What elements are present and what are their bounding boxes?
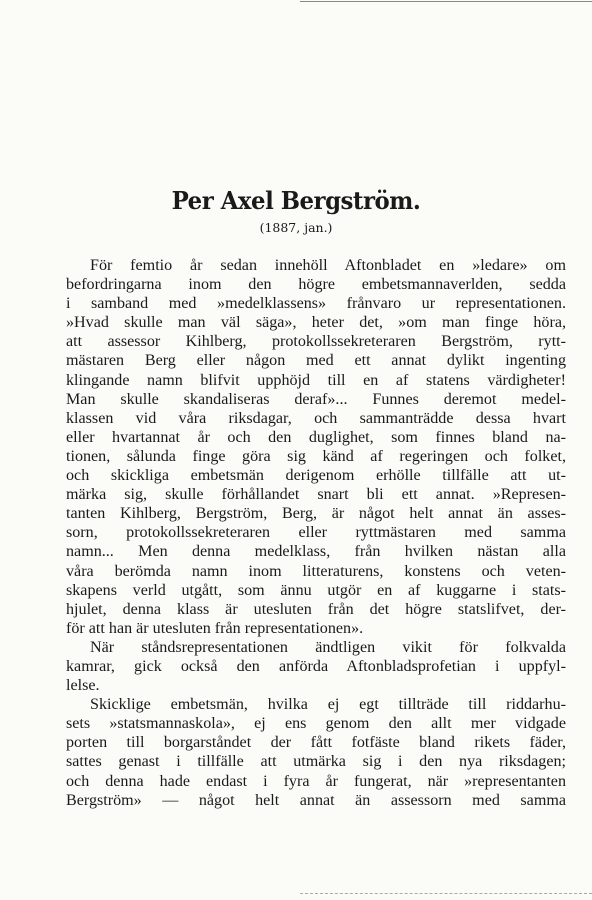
text-line: klassen vid våra riksdagar, och sammanträdde dessa hvart	[66, 409, 566, 427]
text-line: och skickliga embetsmän derigenom erhölle tillfälle att ut-	[66, 467, 566, 485]
text-line: sets »statsmannaskola», ej ens genom den allt mer vidgade	[66, 715, 566, 733]
date-subtitle: (1887, jan.)	[259, 220, 333, 235]
page-title: Per Axel Bergström.	[171, 186, 421, 215]
text-line: Bergström» — något helt annat än assessorn med samma	[66, 791, 566, 809]
text-line: märka sig, skulle förhållandet snart bli ett annat. »Represen-	[66, 486, 566, 504]
text-line: sattes genast i tillfälle att utmärka sig i den nya riksdagen;	[66, 753, 566, 771]
text-line: hjulet, denna klass är utesluten från det högre statslifvet, der-	[66, 600, 566, 618]
text-line: våra berömda namn inom litteraturens, konstens och veten-	[66, 562, 566, 580]
text-line: sorn, protokollssekreteraren eller ryttmästaren med samma	[66, 524, 566, 542]
text-line: befordringarna inom den högre embetsmannaverlden, sedda	[66, 276, 566, 294]
text-line: att assessor Kihlberg, protokollssekreteraren Bergström, rytt-	[66, 333, 566, 351]
bottom-rule	[300, 893, 592, 894]
text-line: »Hvad skulle man väl säga», heter det, »om man finge höra,	[66, 314, 566, 332]
text-line: tanten Kihlberg, Bergström, Berg, är något helt annat än asses-	[66, 505, 566, 523]
text-line: klingande namn blifvit upphöjd till en af statens värdigheter!	[66, 371, 566, 389]
text-line: för att han är utesluten från representationen».	[66, 619, 364, 637]
top-rule	[300, 1, 592, 2]
text-line: och denna hade endast i fyra år fungerat, när »representanten	[66, 772, 566, 790]
body-text	[66, 256, 566, 810]
text-line: mästaren Berg eller någon med ett annat dylikt ingenting	[66, 352, 566, 370]
text-line: Man skulle skandaliseras deraf»... Funnes deremot medel-	[66, 390, 566, 408]
text-line: i samband med »medelklassens» frånvaro ur representationen.	[66, 295, 566, 313]
text-line: kamrar, gick också den anförda Aftonbladsprofetian i uppfyl-	[66, 657, 566, 675]
text-line: För femtio år sedan innehöll Aftonbladet en »ledare» om	[90, 257, 566, 274]
text-line: skapens verld utgått, som ännu utgör en af kuggarne i stats-	[66, 581, 566, 599]
text-line: När ståndsrepresentationen ändtligen vikit för folkvalda	[90, 638, 566, 656]
text-line: lelse.	[66, 677, 100, 695]
text-line: porten till borgarståndet der fått fotfäste bland rikets fäder,	[66, 734, 566, 752]
text-line: tionen, sålunda finge göra sig känd af regeringen och folket,	[66, 447, 566, 465]
text-line: eller hvartannat år och den duglighet, som finnes bland na-	[66, 428, 566, 446]
text-line: Skicklige embetsmän, hvilka ej egt tillträde till riddarhu-	[90, 696, 566, 714]
text-line: namn... Men denna medelklass, från hvilken nästan alla	[66, 543, 566, 561]
